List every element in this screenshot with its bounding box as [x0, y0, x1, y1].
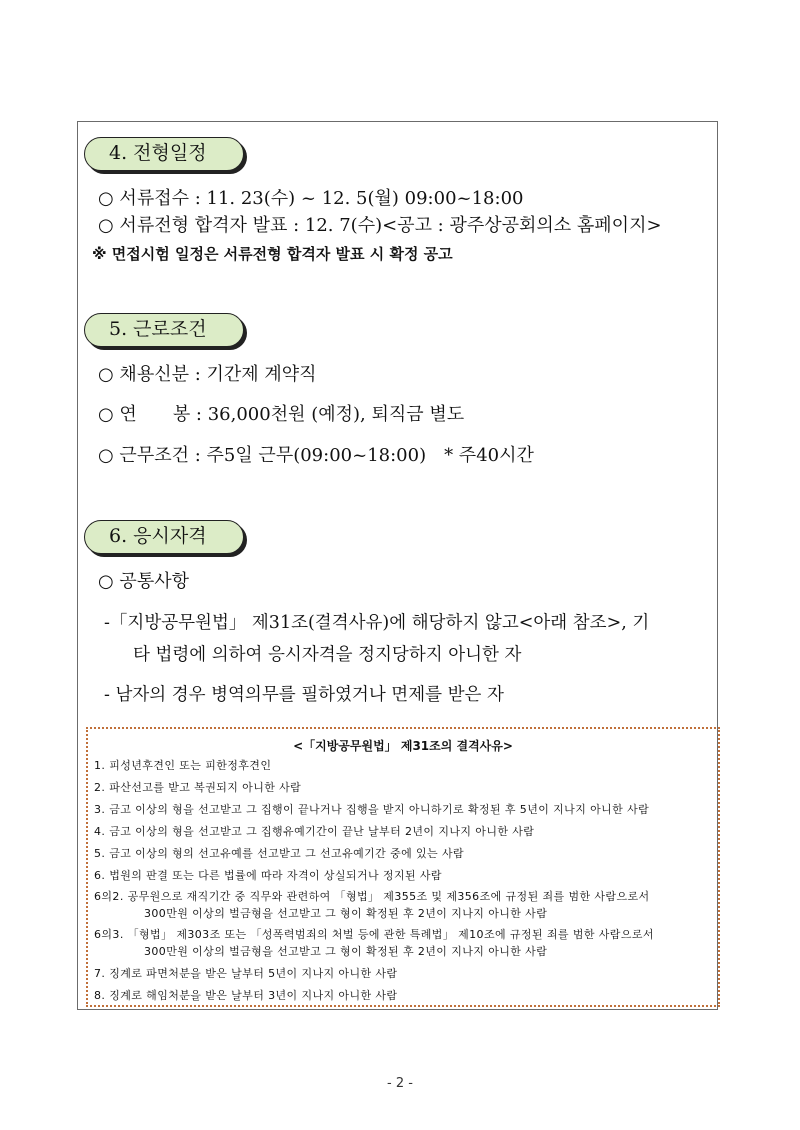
interview-note: ※ 면접시험 일정은 서류전형 합격자 발표 시 확정 공고 [92, 245, 453, 263]
disqualification-item: 8. 징계로 해임처분을 받은 날부터 3년이 지나지 아니한 사람 [94, 989, 398, 1002]
section-heading-schedule: 4. 전형일정 [84, 137, 244, 171]
disqualification-item: 5. 금고 이상의 형의 선고유예를 선고받고 그 선고유예기간 중에 있는 사람 [94, 847, 465, 860]
section-heading-conditions: 5. 근로조건 [84, 313, 244, 347]
section-heading-qualifications: 6. 응시자격 [84, 520, 244, 554]
disqualification-item-continued: 300만원 이상의 벌금형을 선고받고 그 형이 확정된 후 2년이 지나지 아니한 사람 [144, 945, 548, 958]
requirement-item: - 남자의 경우 병역의무를 필하였거나 면제를 받은 자 [104, 685, 504, 705]
disqualification-item: 6의3. 「형법」 제303조 또는 「성폭력범죄의 처벌 등에 관한 특례법」 제10조에 규정된 죄를 범한 사람으로서 [94, 928, 654, 941]
disqualification-item: 6의2. 공무원으로 재직기간 중 직무와 관련하여 「형법」 제355조 및 제356조에 규정된 죄를 범한 사람으로서 [94, 890, 650, 903]
page-number: - 2 - [387, 1076, 413, 1091]
disqualification-item-continued: 300만원 이상의 벌금형을 선고받고 그 형이 확정된 후 2년이 지나지 아니한 사람 [144, 907, 548, 920]
disqualification-item: 6. 법원의 판결 또는 다른 법률에 따라 자격이 상실되거나 정지된 사람 [94, 869, 442, 882]
disqualification-item: 2. 파산선고를 받고 복권되지 아니한 사람 [94, 781, 302, 794]
disqualification-item: 3. 금고 이상의 형을 선고받고 그 집행이 끝나거나 집행을 받지 아니하기로 확정된 후 5년이 지나지 아니한 사람 [94, 803, 650, 816]
requirement-item-continued: 타 법령에 의하여 응시자격을 정지당하지 아니한 자 [133, 645, 522, 665]
condition-item: ○ 연 봉 : 36,000천원 (예정), 퇴직금 별도 [98, 404, 465, 425]
disqualification-item: 4. 금고 이상의 형을 선고받고 그 집행유예기간이 끝난 날부터 2년이 지나지 아니한 사람 [94, 825, 535, 838]
box-title: <「지방공무원법」 제31조의 결격사유> [293, 739, 513, 753]
disqualification-item: 7. 징계로 파면처분을 받은 날부터 5년이 지나지 아니한 사람 [94, 967, 398, 980]
disqualification-item: 1. 피성년후견인 또는 피한정후견인 [94, 759, 272, 772]
condition-item: ○ 근무조건 : 주5일 근무(09:00~18:00) * 주40시간 [98, 445, 534, 466]
disqualification-box [86, 727, 720, 1007]
schedule-item: ○ 서류전형 합격자 발표 : 12. 7(수)<공고 : 광주상공회의소 홈페이지> [98, 215, 662, 236]
schedule-item: ○ 서류접수 : 11. 23(수) ~ 12. 5(월) 09:00~18:00 [98, 188, 524, 209]
common-requirements-label: ○ 공통사항 [98, 571, 189, 592]
condition-item: ○ 채용신분 : 기간제 계약직 [98, 364, 317, 385]
requirement-item: -「지방공무원법」 제31조(결격사유)에 해당하지 않고<아래 참조>, 기 [104, 613, 650, 633]
